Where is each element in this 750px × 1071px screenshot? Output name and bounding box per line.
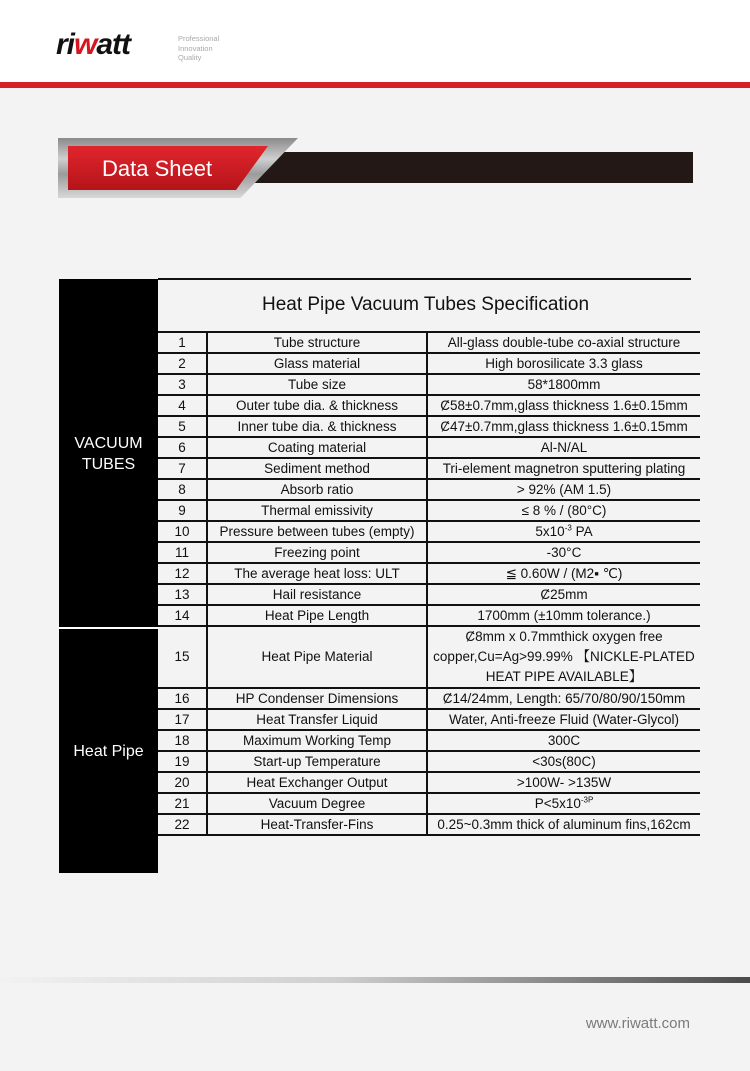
- parameter-name: Heat Exchanger Output: [207, 772, 427, 793]
- parameter-value: [427, 626, 700, 688]
- table-row: [158, 814, 700, 835]
- value-line: Ȼ8mm x 0.7mmthick oxygen free: [465, 629, 663, 644]
- value-part: PA: [571, 524, 593, 539]
- value-line: copper,Cu=Ag>99.99% 【NICKLE-PLATED: [433, 649, 695, 664]
- row-number: 13: [158, 584, 207, 605]
- row-number: 12: [158, 563, 207, 584]
- row-number: 17: [158, 709, 207, 730]
- parameter-value: 0.25~0.3mm thick of aluminum fins,162cm: [427, 814, 700, 835]
- parameter-name: Thermal emissivity: [207, 500, 427, 521]
- parameter-name: Heat Transfer Liquid: [207, 709, 427, 730]
- row-number: 21: [158, 793, 207, 814]
- value-part: -3: [564, 523, 572, 533]
- parameter-value: > 92% (AM 1.5): [427, 479, 700, 500]
- table-row: [158, 500, 700, 521]
- parameter-value: Ȼ47±0.7mm,glass thickness 1.6±0.15mm: [427, 416, 700, 437]
- table-row: [158, 353, 700, 374]
- row-number: 6: [158, 437, 207, 458]
- table-row: [158, 772, 700, 793]
- parameter-name: Absorb ratio: [207, 479, 427, 500]
- parameter-name: Sediment method: [207, 458, 427, 479]
- parameter-value: All-glass double-tube co-axial structure: [427, 332, 700, 353]
- parameter-name: Vacuum Degree: [207, 793, 427, 814]
- table-row: [158, 584, 700, 605]
- parameter-name: Inner tube dia. & thickness: [207, 416, 427, 437]
- table-row: [158, 730, 700, 751]
- parameter-name: Outer tube dia. & thickness: [207, 395, 427, 416]
- row-number: 8: [158, 479, 207, 500]
- parameter-value: [427, 521, 700, 542]
- parameter-name: Maximum Working Temp: [207, 730, 427, 751]
- table-row: [158, 626, 700, 688]
- parameter-name: Hail resistance: [207, 584, 427, 605]
- table-row: [158, 688, 700, 709]
- row-number: 15: [158, 626, 207, 688]
- parameter-name: Tube size: [207, 374, 427, 395]
- group-divider: [59, 627, 158, 629]
- parameter-name: Heat Pipe Material: [207, 626, 427, 688]
- row-number: 22: [158, 814, 207, 835]
- parameter-name: HP Condenser Dimensions: [207, 688, 427, 709]
- parameter-name: Pressure between tubes (empty): [207, 521, 427, 542]
- parameter-name: The average heat loss: ULT: [207, 563, 427, 584]
- row-number: 4: [158, 395, 207, 416]
- brand-tagline: Professional Innovation Quality: [178, 34, 220, 62]
- value-line: HEAT PIPE AVAILABLE】: [485, 669, 643, 684]
- footer-gradient-line: [0, 977, 750, 983]
- parameter-name: Freezing point: [207, 542, 427, 563]
- row-number: 10: [158, 521, 207, 542]
- parameter-name: Start-up Temperature: [207, 751, 427, 772]
- parameter-name: Tube structure: [207, 332, 427, 353]
- parameter-value: ≤ 8 % / (80°C): [427, 500, 700, 521]
- table-row: [158, 793, 700, 814]
- parameter-value: ≦ 0.60W / (M2▪ ℃): [427, 563, 700, 584]
- row-number: 14: [158, 605, 207, 626]
- parameter-value: Tri-element magnetron sputtering plating: [427, 458, 700, 479]
- table-row: [158, 374, 700, 395]
- row-number: 3: [158, 374, 207, 395]
- parameter-name: Heat-Transfer-Fins: [207, 814, 427, 835]
- page-header: [0, 0, 750, 88]
- parameter-value: 1700mm (±10mm tolerance.): [427, 605, 700, 626]
- parameter-value: Ȼ25mm: [427, 584, 700, 605]
- page-title: Data Sheet: [102, 156, 213, 181]
- parameter-name: Heat Pipe Length: [207, 605, 427, 626]
- parameter-value: Ȼ58±0.7mm,glass thickness 1.6±0.15mm: [427, 395, 700, 416]
- row-number: 16: [158, 688, 207, 709]
- parameter-value: Water, Anti-freeze Fluid (Water-Glycol): [427, 709, 700, 730]
- row-number: 2: [158, 353, 207, 374]
- table-title: Heat Pipe Vacuum Tubes Specification: [261, 294, 590, 315]
- parameter-value: 300C: [427, 730, 700, 751]
- table-row: [158, 479, 700, 500]
- spec-table: [158, 331, 700, 836]
- parameter-name: Glass material: [207, 353, 427, 374]
- value-part: -3P: [580, 795, 594, 805]
- row-number: 5: [158, 416, 207, 437]
- row-number: 1: [158, 332, 207, 353]
- table-row: [158, 542, 700, 563]
- table-row: [158, 605, 700, 626]
- group-label-vacuum-tubes: VACUUM TUBES: [74, 435, 143, 473]
- value-part: P<5x10: [534, 796, 581, 811]
- parameter-value: >100W- >135W: [427, 772, 700, 793]
- parameter-name: Coating material: [207, 437, 427, 458]
- value-part: 5x10: [535, 524, 565, 539]
- table-top-rule: [158, 278, 691, 280]
- parameter-value: 58*1800mm: [427, 374, 700, 395]
- table-row: [158, 416, 700, 437]
- table-row: [158, 563, 700, 584]
- row-number: 11: [158, 542, 207, 563]
- row-number: 20: [158, 772, 207, 793]
- parameter-value: High borosilicate 3.3 glass: [427, 353, 700, 374]
- riwatt-logo: riwatt: [56, 28, 131, 61]
- table-row: [158, 437, 700, 458]
- row-number: 18: [158, 730, 207, 751]
- header-red-divider: [0, 82, 750, 88]
- group-label-column: [59, 279, 158, 873]
- row-number: 19: [158, 751, 207, 772]
- parameter-value: Al-N/AL: [427, 437, 700, 458]
- parameter-value: Ȼ14/24mm, Length: 65/70/80/90/150mm: [427, 688, 700, 709]
- row-number: 7: [158, 458, 207, 479]
- table-row: [158, 709, 700, 730]
- banner-dark-bar: [240, 152, 693, 183]
- table-row: [158, 395, 700, 416]
- footer-url: www.riwatt.com: [585, 1015, 690, 1032]
- parameter-value: [427, 793, 700, 814]
- parameter-value: <30s(80C): [427, 751, 700, 772]
- parameter-value: -30°C: [427, 542, 700, 563]
- table-row: [158, 751, 700, 772]
- table-row: [158, 332, 700, 353]
- row-number: 9: [158, 500, 207, 521]
- table-row: [158, 521, 700, 542]
- table-row: [158, 458, 700, 479]
- group-label-heat-pipe: Heat Pipe: [73, 743, 144, 760]
